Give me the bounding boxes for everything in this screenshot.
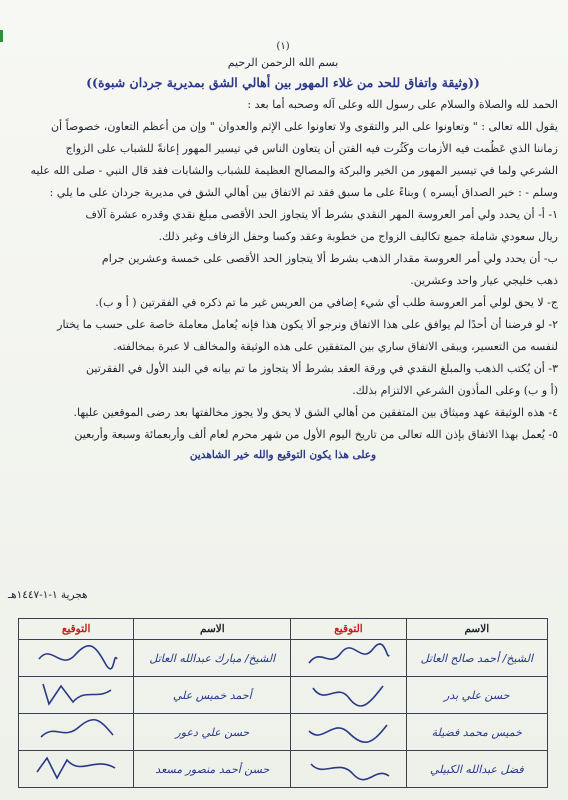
document-body [8, 40, 558, 464]
clause-3: ٣- أن يُكتب الذهب والمبلغ النقدي في ورقة العقد بشرط ألا يتجاوز ما تم بيانه في البند الأول في الفقرتين [86, 362, 558, 375]
clause-1a-cont: ريال سعودي شاملة جميع تكاليف الزواج من خطوبة وعقد وكسا وحفل الزفاف وغير ذلك. [158, 230, 558, 243]
signature-column-header: التوقيع [19, 619, 134, 640]
table-row [19, 751, 548, 788]
table-row [19, 640, 548, 677]
signature-heading: وعلى هذا يكون التوقيع والله خير الشاهدين [189, 449, 377, 461]
signer-name: فضل عبدالله الكبيلي [406, 751, 547, 788]
document-title: ((وثيقة واتفاق للحد من غلاء المهور بين أهالي الشق بمديرية جردان شبوة)) [86, 75, 480, 90]
signer-name: حسن علي دعور [134, 714, 291, 751]
signature-column-header: التوقيع [291, 619, 406, 640]
signer-name: حسن علي بدر [406, 677, 547, 714]
signer-name: أحمد خميس علي [134, 677, 291, 714]
table-row [19, 714, 548, 751]
handwritten-signature [19, 714, 134, 751]
clause-4: ٤- هذه الوثيقة عهد وميثاق بين المتفقين من أهالي الشق لا يحق ولا يجوز مخالفتها بعد رضى الموقعين عليها. [73, 406, 558, 419]
handwritten-signature [291, 714, 406, 751]
paragraph-line: يقول الله تعالى : " وتعاونوا على البر والتقوى ولا تعاونوا على الإثم والعدوان " وإن من أعظم التعاون، خصوصاً أن [50, 120, 558, 133]
signer-name: خميس محمد فضيلة [406, 714, 547, 751]
page-number: (١) [276, 41, 290, 52]
signer-name: الشيخ/ مبارك عبدالله العاتل [134, 640, 291, 677]
date-line: هجرية ١-١-١٤٤٧هـ [8, 589, 88, 601]
signer-name: حسن أحمد منصور مسعد [134, 751, 291, 788]
handwritten-signature [291, 640, 406, 677]
clause-3-cont: (أ و ب) وعلى المأذون الشرعي الالتزام بذلك. [352, 384, 558, 397]
table-row [19, 677, 548, 714]
basmala: بسم الله الرحمن الرحيم [227, 56, 339, 69]
clause-5: ٥- يُعمل بهذا الاتفاق بإذن الله تعالى من تاريخ اليوم الأول من شهر محرم لعام ألف وأربعمائة وسبعة وأربعين [74, 428, 558, 441]
name-column-header: الاسم [406, 619, 547, 640]
signer-name: الشيخ/ أحمد صالح العاتل [406, 640, 547, 677]
handwritten-signature [291, 751, 406, 788]
clause-2: ٢- لو فرضنا أن أحدًا لم يوافق على هذا الاتفاق ونرجو ألا يكون هذا فإنه يُعامل معاملة خاصة على حسب ما يختار [57, 318, 558, 331]
clause-1b-cont: ذهب خليجي عيار واحد وعشرين. [410, 274, 558, 287]
paragraph-line: زماننا الذي عَظُمت فيه الأزمات وكَثُرت فيه الفتن أن يتعاون الناس في تيسير المهور إعانةً للشباب على الزواج [65, 142, 558, 155]
handwritten-signature [291, 677, 406, 714]
green-edge-mark [0, 30, 3, 42]
paragraph-line: الشرعي ولما في تيسير المهور من الخير والبركة والمصالح العظيمة للشباب والشابات فقد قال النبي - صلى الله عليه [30, 164, 558, 177]
intro-line: الحمد لله والصلاة والسلام على رسول الله وعلى آله وصحبه أما بعد : [247, 98, 558, 111]
clause-2-cont: لنفسه من التعسير، ويبقى الاتفاق ساري بين المتفقين على هذه الوثيقة والمخالف لا عبرة بمخالفته. [113, 340, 558, 353]
handwritten-signature [19, 640, 134, 677]
clause-1b: ب- أن يحدد ولي أمر العروسة مقدار الذهب بشرط ألا يتجاوز الحد الأقصى على خمسة وعشرين جرام [101, 252, 558, 265]
clause-1c: ج- لا يحق لولي أمر العروسة طلب أي شيء إضافي من العريس غير ما تم ذكره في الفقرتين ( أ و ب). [95, 296, 558, 309]
signature-table [18, 618, 548, 788]
name-column-header: الاسم [134, 619, 291, 640]
paragraph-line: وسلم - : خير الصداق أيسره ) وبناءً على ما سبق فقد تم الاتفاق بين أهالي الشق في مديرية جردان على ما يلي : [49, 186, 558, 199]
handwritten-signature [19, 677, 134, 714]
handwritten-signature [19, 751, 134, 788]
clause-1a: ١- أ- أن يحدد ولي أمر العروسة المهر النقدي بشرط ألا يتجاوز الحد الأقصى مبلغ نقدي وقدره عشرة آلاف [85, 208, 558, 221]
